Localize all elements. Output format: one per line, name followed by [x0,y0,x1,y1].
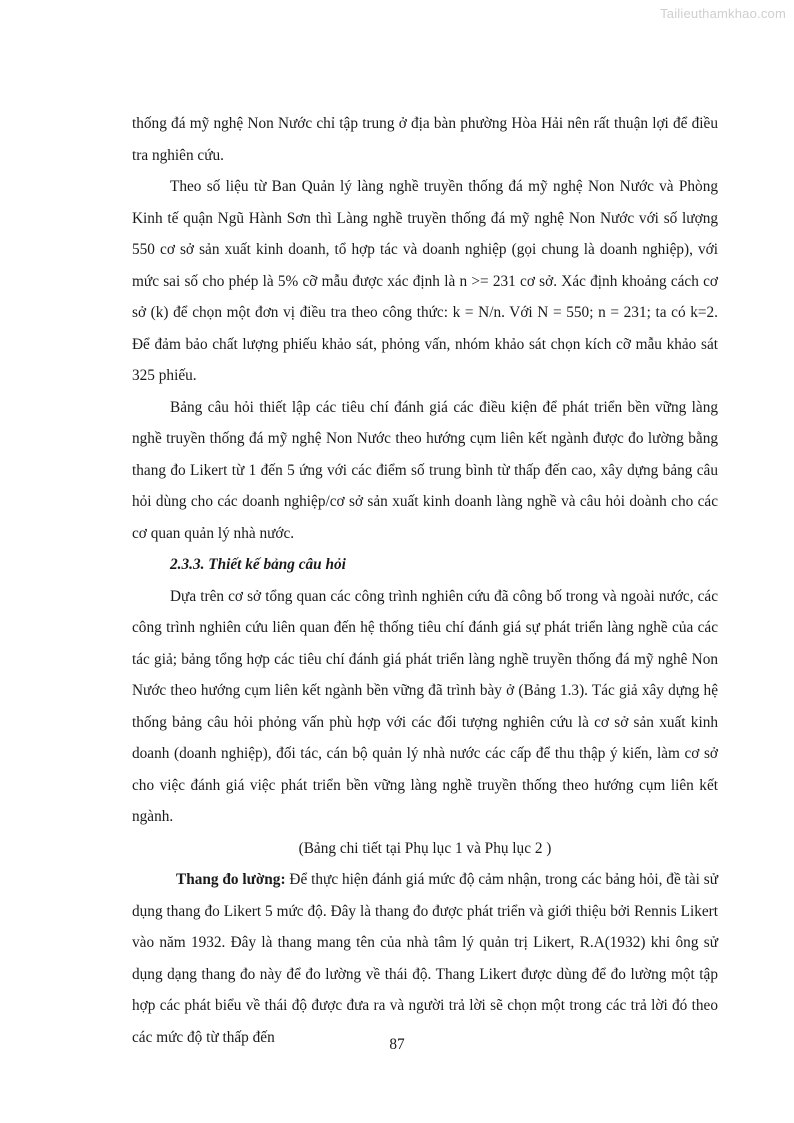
likert-description: Để thực hiện đánh giá mức độ cảm nhận, trong các bảng hỏi, đề tài sử dụng thang đo Likert 5 mức độ. Đây là thang đo được phát triển và giới thiệu bởi Rennis Likert vào năm 1932. Đây là thang mang tên của nhà tâm lý quản trị Likert, R.A(1932) khi ông sử dụng dạng thang đo này để đo lường về thái độ. Thang Likert được dùng để đo lường một tập hợp các phát biểu về thái độ được đưa ra và người trả lời sẽ chọn một trong các trả lời đó theo các mức độ từ thấp đến [132,871,719,1046]
term-measurement-scale: Thang đo lường: [176,871,286,888]
page-number: 87 [389,1036,405,1053]
paragraph-questionnaire-criteria: Bảng câu hỏi thiết lập các tiêu chí đánh giá các điều kiện để phát triển bền vững làng nghề truyền thống đá mỹ nghệ Non Nước theo hướng cụm liên kết ngành được đo lường bằng thang đo Likert từ 1 đến 5 ứng với các điểm số trung bình từ thấp đến cao, xây dựng bảng câu hỏi dùng cho các doanh nghiệp/cơ sở sản xuất kinh doanh làng nghề và câu hỏi doành cho các cơ quan quản lý nhà nước. [132,398,718,542]
paragraph-likert-scale [132,864,718,1053]
paragraph-questionnaire-design: Dựa trên cơ sở tổng quan các công trình nghiên cứu đã công bố trong và ngoài nước, các công trình nghiên cứu liên quan đến hệ thống tiêu chí đánh giá sự phát triển làng nghề của các tác giả; bảng tổng hợp các tiêu chí đánh giá phát triển làng nghề truyền thống đá mỹ nghê Non Nước theo hướng cụm liên kết ngành bền vững đã trình bày ở (Bảng 1.3). Tác giả xây dựng hệ thống bảng câu hỏi phỏng vấn phù hợp với các đối tượng nghiên cứu là cơ sở sản xuất kinh doanh (doanh nghiệp), đối tác, cán bộ quản lý nhà nước các cấp để thu thập ý kiến, làm cơ sở cho việc đánh giá việc phát triển bền vững làng nghề truyền thống theo hướng cụm liên kết ngành. [132,587,718,825]
document-body [132,108,718,1053]
appendix-note: (Bảng chi tiết tại Phụ lục 1 và Phụ lục 2 ) [298,839,552,857]
paragraph-sample-size: Theo số liệu từ Ban Quản lý làng nghề truyền thống đá mỹ nghệ Non Nước và Phòng Kinh tế quận Ngũ Hành Sơn thì Làng nghề truyền thống đá mỹ nghệ Non Nước với số lượng 550 cơ sở sản xuất kinh doanh, tổ hợp tác và doanh nghiệp (gọi chung là doanh nghiệp), với mức sai số cho phép là 5% cỡ mẫu được xác định là n >= 231 cơ sở. Xác định khoảng cách cơ sở (k) để chọn một đơn vị điều tra theo công thức: k = N/n. Với N = 550; n = 231; ta có k=2. Để đảm bảo chất lượng phiếu khảo sát, phỏng vấn, nhóm khảo sát chọn kích cỡ mẫu khảo sát 325 phiếu. [132,178,718,384]
section-heading: 2.3.3. Thiết kế bảng câu hỏi [170,556,346,573]
watermark-text: Tailieuthamkhao.com [660,6,786,21]
paragraph-continuation: thống đá mỹ nghệ Non Nước chỉ tập trung ở địa bàn phường Hòa Hải nên rất thuận lợi để điều tra nghiên cứu. [132,115,718,164]
